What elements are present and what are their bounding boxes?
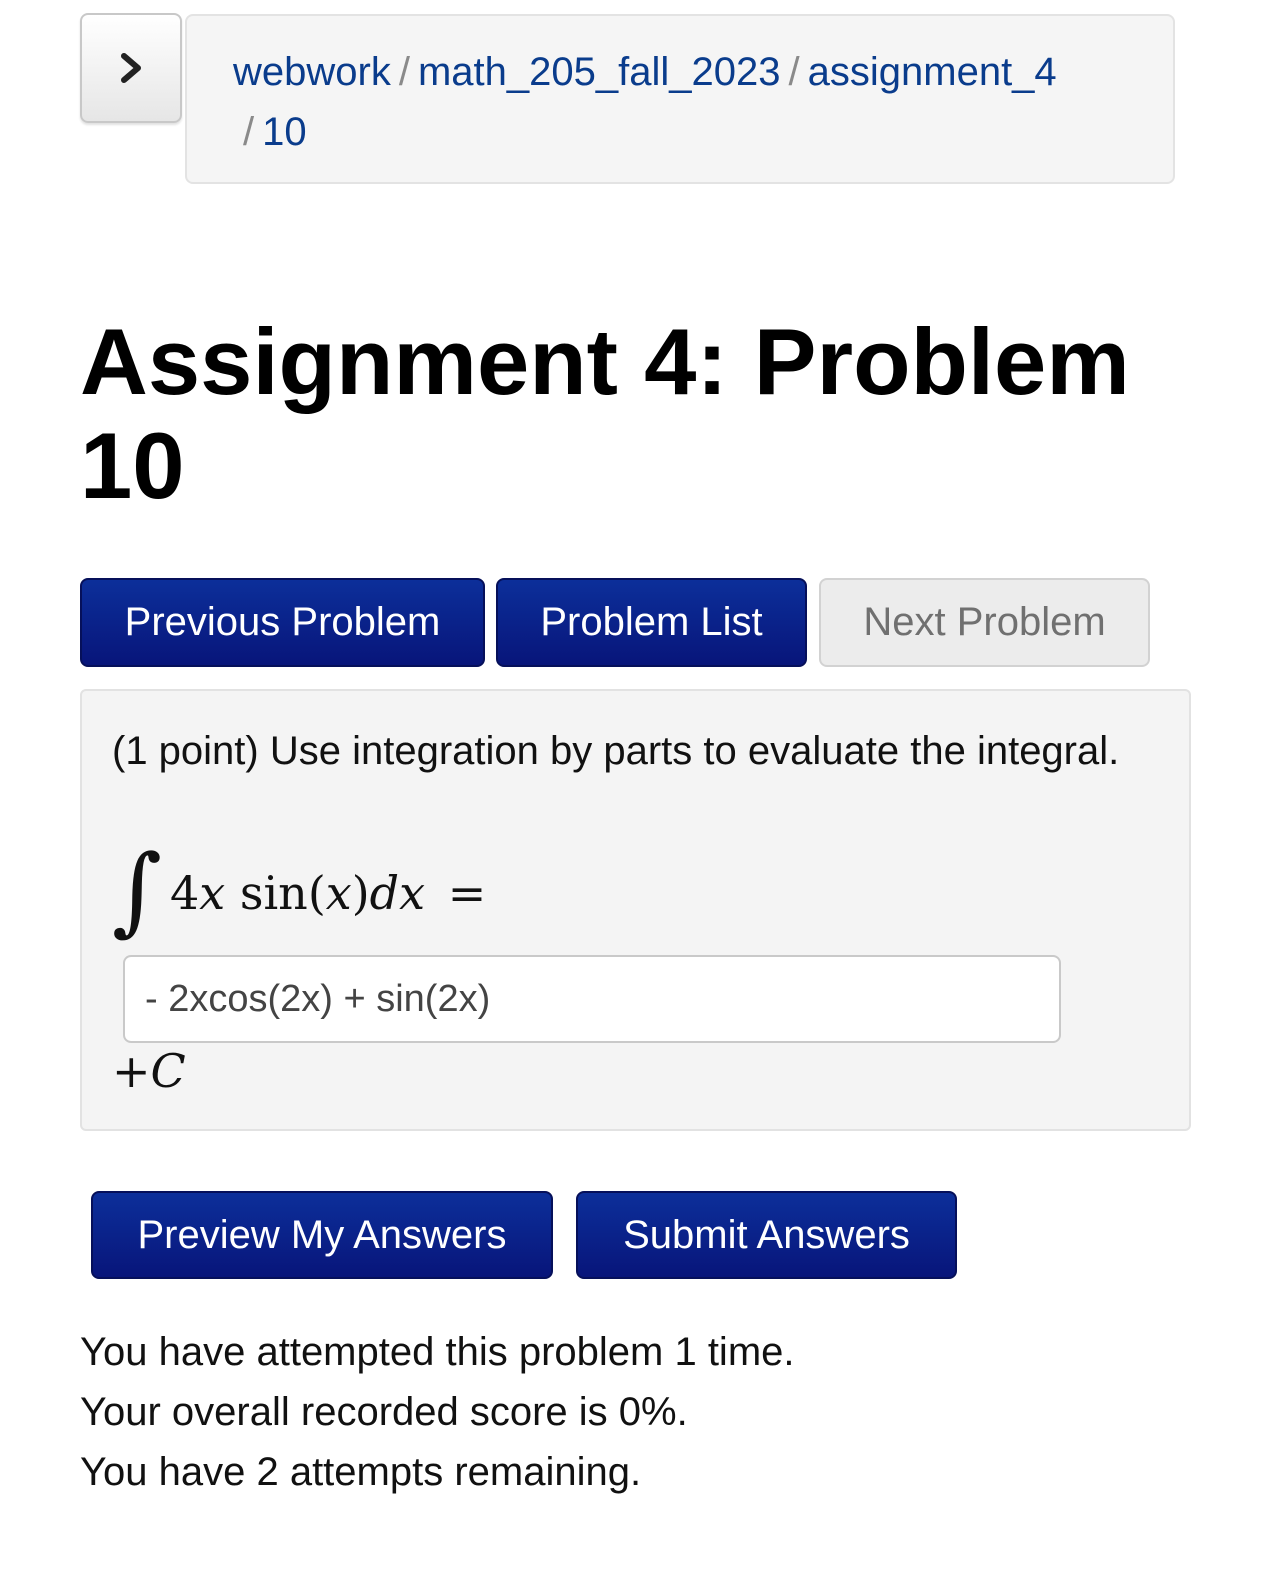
integrand-close-paren: ) (351, 866, 370, 920)
integrand (170, 863, 486, 923)
integrand-variable: x (199, 866, 226, 920)
integrand-argument: x (325, 866, 352, 920)
submit-answers-button[interactable]: Submit Answers (576, 1191, 957, 1279)
breadcrumb-link-assignment[interactable]: assignment_4 (807, 50, 1057, 94)
chevron-right-icon (116, 48, 146, 88)
attempts-count-text: You have attempted this problem 1 time. (80, 1330, 795, 1374)
breadcrumb (185, 14, 1175, 184)
differential-variable: x (399, 866, 426, 920)
attempt-status (80, 1322, 795, 1502)
plus-sign: + (112, 1044, 151, 1098)
answer-input[interactable] (123, 955, 1061, 1043)
integrand-function: sin (239, 866, 308, 920)
breadcrumb-link-webwork[interactable]: webwork (233, 50, 391, 94)
equals-sign: = (447, 866, 487, 920)
sidebar-toggle-button[interactable] (80, 13, 182, 123)
score-text: Your overall recorded score is 0%. (80, 1390, 688, 1434)
integrand-open-paren: ( (307, 866, 326, 920)
breadcrumb-separator: / (398, 50, 410, 94)
differential-d: d (369, 866, 400, 920)
next-problem-button: Next Problem (819, 578, 1150, 667)
integral-sign: ∫ (112, 834, 163, 946)
problem-list-button[interactable]: Problem List (496, 578, 807, 667)
breadcrumb-separator: / (243, 110, 255, 154)
problem-statement: (1 point) Use integration by parts to evaluate the integral. (112, 729, 1120, 773)
page-title: Assignment 4: Problem 10 (80, 309, 1130, 518)
problem-body (80, 689, 1191, 1131)
preview-answers-button[interactable]: Preview My Answers (91, 1191, 553, 1279)
integrand-coefficient: 4 (170, 866, 200, 920)
constant-of-integration (112, 1041, 186, 1101)
attempts-remaining-text: You have 2 attempts remaining. (80, 1450, 642, 1494)
previous-problem-button[interactable]: Previous Problem (80, 578, 485, 667)
constant-letter: C (150, 1044, 186, 1098)
breadcrumb-link-course[interactable]: math_205_fall_2023 (417, 50, 781, 94)
breadcrumb-link-problem[interactable]: 10 (262, 110, 307, 154)
breadcrumb-separator: / (788, 50, 800, 94)
